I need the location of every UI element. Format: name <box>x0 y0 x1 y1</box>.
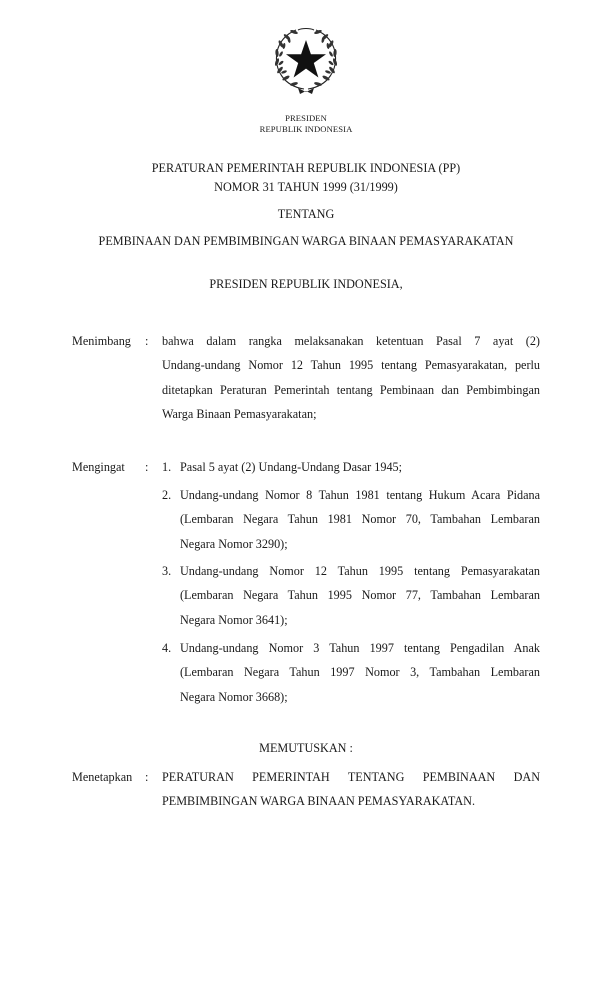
mengingat-item-line: Pasal 5 ayat (2) Undang-Undang Dasar 1945; <box>180 460 403 474</box>
menimbang-line: ditetapkan Peraturan Pemerintah tentang Pembinaan dan Pembimbingan <box>162 382 540 397</box>
mengingat-label: Mengingat <box>72 460 125 474</box>
mengingat-item-line: Negara Nomor 3668); <box>180 689 288 704</box>
mengingat-colon: : <box>145 460 149 474</box>
mengingat-item-line: Negara Nomor 3290); <box>180 536 288 551</box>
mengingat-item-line: Negara Nomor 3641); <box>180 612 288 627</box>
mengingat-item <box>180 483 540 556</box>
mengingat-item-line: (Lembaran Negara Tahun 1981 Nomor 70, Tambahan Lembaran <box>180 512 540 527</box>
mengingat-item-number: 2. <box>162 488 172 502</box>
regulation-subject: PEMBINAAN DAN PEMBIMBINGAN WARGA BINAAN PEMASYARAKATAN <box>98 234 514 248</box>
regulation-number: NOMOR 31 TAHUN 1999 (31/1999) <box>214 180 398 194</box>
decision-heading: MEMUTUSKAN : <box>259 741 353 755</box>
menetapkan-colon: : <box>145 770 149 784</box>
mengingat-item <box>180 455 540 479</box>
menetapkan-label: Menetapkan <box>72 770 133 784</box>
menetapkan-line: PEMBIMBINGAN WARGA BINAAN PEMASYARAKATAN. <box>162 794 475 809</box>
office-title-presiden: PRESIDEN <box>285 113 327 123</box>
menetapkan-text <box>162 765 540 814</box>
menetapkan-line: PERATURAN PEMERINTAH TENTANG PEMBINAAN DAN <box>162 770 540 784</box>
mengingat-item-line: (Lembaran Negara Tahun 1995 Nomor 77, Tambahan Lembaran <box>180 588 540 603</box>
menimbang-line: Undang-undang Nomor 12 Tahun 1995 tentang Pemasyarakatan, perlu <box>162 358 540 373</box>
about-heading: TENTANG <box>277 207 335 221</box>
mengingat-item-number: 3. <box>162 564 172 578</box>
garuda-star-wreath-emblem-icon <box>268 26 344 96</box>
regulation-title: PERATURAN PEMERINTAH REPUBLIK INDONESIA (PP) <box>151 161 461 175</box>
mengingat-item <box>180 559 540 632</box>
mengingat-item-number: 1. <box>162 460 172 474</box>
mengingat-item-line: Undang-undang Nomor 12 Tahun 1995 tentang Pemasyarakatan <box>180 564 540 578</box>
mengingat-item-line: (Lembaran Negara Tahun 1997 Nomor 3, Tambahan Lembaran <box>180 665 540 680</box>
mengingat-item-line: Undang-undang Nomor 8 Tahun 1981 tentang Hukum Acara Pidana <box>180 488 540 502</box>
mengingat-item <box>180 636 540 709</box>
menimbang-line: Warga Binaan Pemasyarakatan; <box>162 407 317 422</box>
office-title-republik: REPUBLIK INDONESIA <box>259 124 353 134</box>
menimbang-label: Menimbang <box>72 334 131 348</box>
menimbang-text <box>162 329 540 427</box>
menimbang-line: bahwa dalam rangka melaksanakan ketentuan Pasal 7 ayat (2) <box>162 334 540 348</box>
mengingat-item-number: 4. <box>162 641 172 655</box>
issuer-line: PRESIDEN REPUBLIK INDONESIA, <box>209 277 403 291</box>
mengingat-item-line: Undang-undang Nomor 3 Tahun 1997 tentang Pengadilan Anak <box>180 641 540 655</box>
menimbang-colon: : <box>145 334 149 348</box>
